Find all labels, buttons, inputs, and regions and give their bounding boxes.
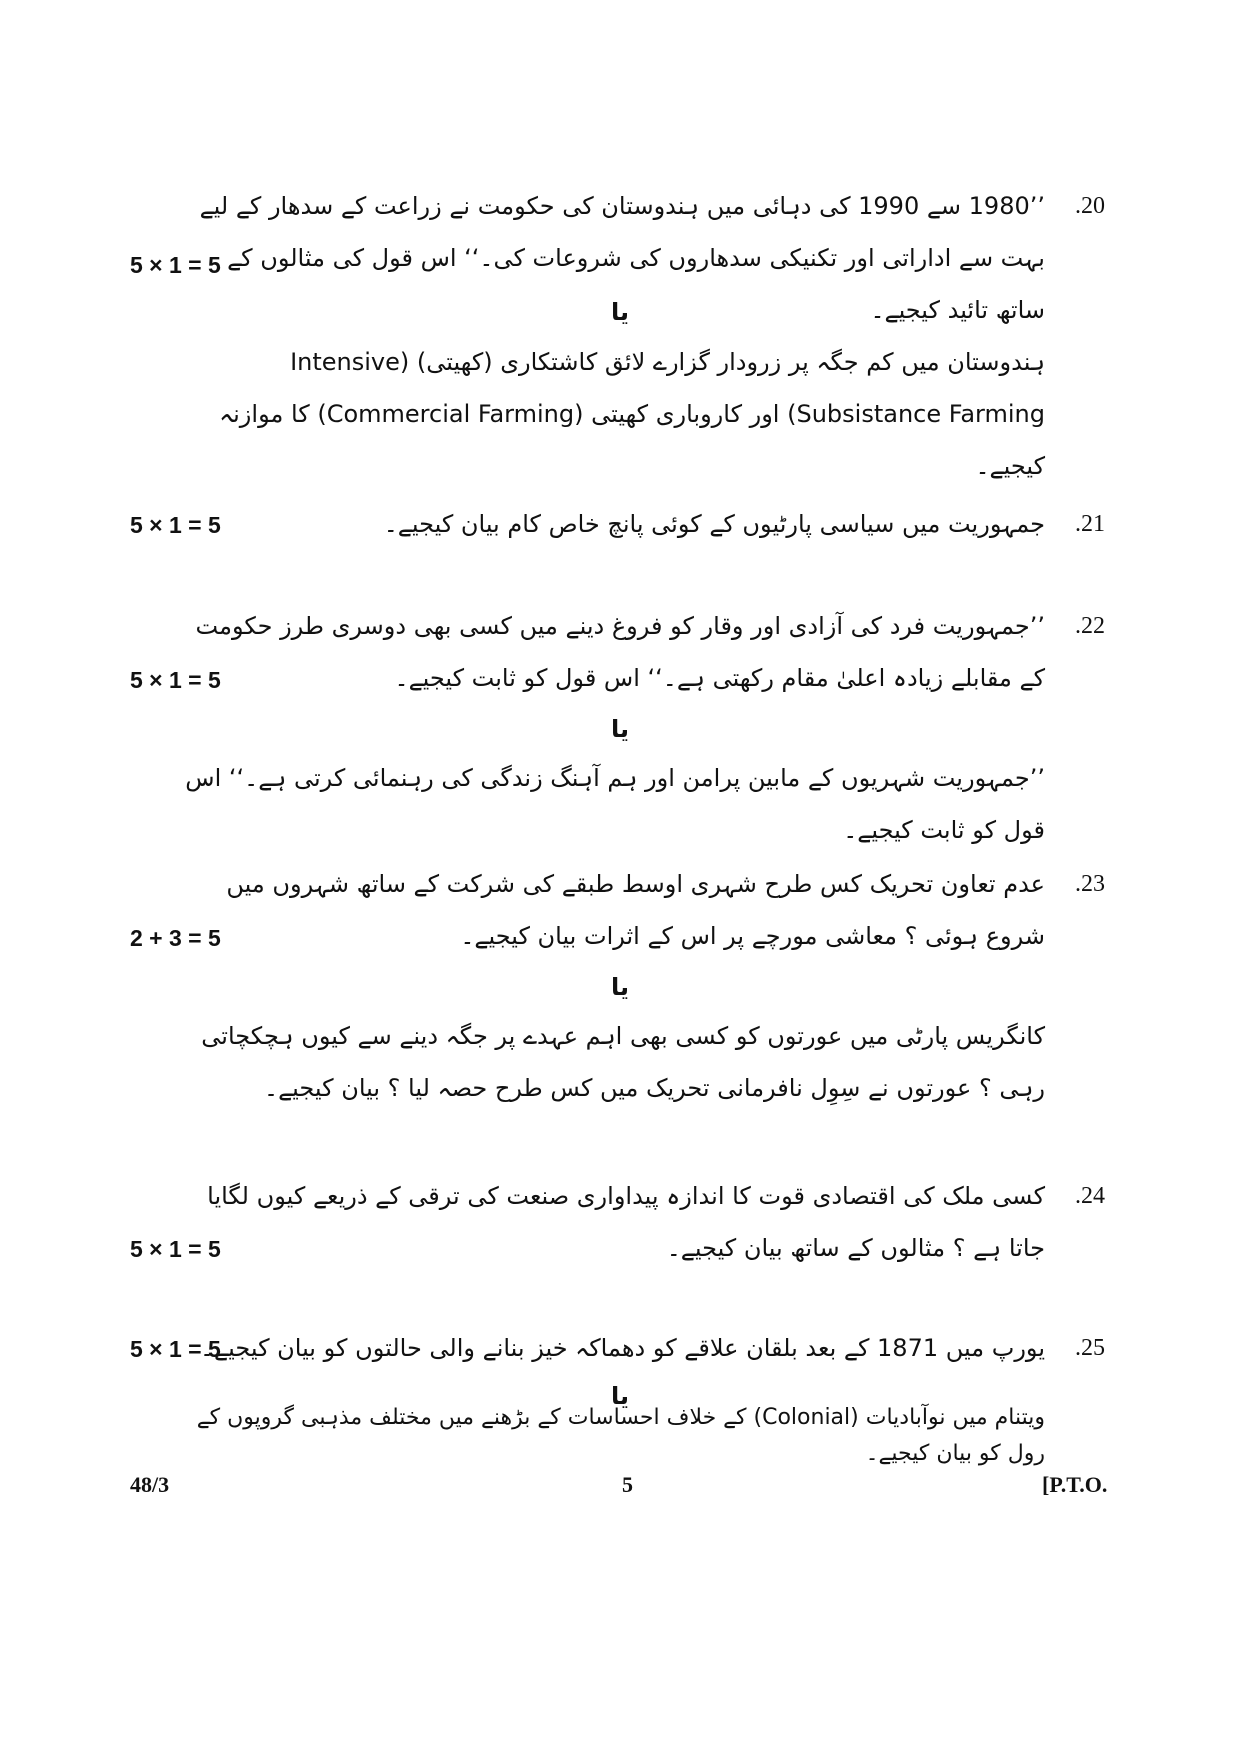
question-21 xyxy=(185,498,1105,550)
please-turn-over: [P.T.O. xyxy=(1042,1472,1108,1497)
question-text: ’’1980 سے 1990 کی دہائی میں ہندوستان کی حکومت نے زراعت کے سدھار کے لیے بہت سے اداراتی اور تکنیکی سدھاروں کی شروعات کی۔‘‘ اس قول کی مثالوں کے ساتھ تائید کیجیے۔ xyxy=(199,192,1045,324)
question-text: عدم تعاون تحریک کس طرح شہری اوسط طبقے کی شرکت کے ساتھ شہروں میں شروع ہوئی ؟ معاشی مورچے پر اس کے اثرات بیان کیجیے۔ xyxy=(226,870,1045,950)
question-22 xyxy=(185,600,1105,704)
question-number: 22. xyxy=(1075,613,1105,639)
marks-q20: 5 × 1 = 5 xyxy=(130,252,221,278)
paper-code: 48/3 xyxy=(130,1472,170,1497)
question-text: یورپ میں 1871 کے بعد بلقان علاقے کو دھماکہ خیز بنانے والی حالتوں کو بیان کیجیے۔ xyxy=(199,1334,1045,1362)
marks-q23: 2 + 3 = 5 xyxy=(130,925,221,951)
question-text: جمہوریت میں سیاسی پارٹیوں کے کوئی پانچ خاص کام بیان کیجیے۔ xyxy=(383,510,1045,538)
question-number: 20. xyxy=(1075,193,1105,219)
question-text: ’’جمہوریت فرد کی آزادی اور وقار کو فروغ دینے میں کسی بھی دوسری طرز حکومت کے مقابلے زیادہ اعلیٰ مقام رکھتی ہے۔‘‘ اس قول کو ثابت کیجیے۔ xyxy=(195,612,1045,692)
or-label-q23: یا xyxy=(610,973,630,1001)
question-number: 23. xyxy=(1075,871,1105,897)
or-label-q20: یا xyxy=(610,298,630,326)
marks-q22: 5 × 1 = 5 xyxy=(130,667,221,693)
question-number: 24. xyxy=(1075,1183,1105,1209)
alt-question-q20: ہندوستان میں کم جگہ پر زرودار گزارے لائق کاشتکاری (کھیتی) (Intensive Subsistance Farming) اور کاروباری کھیتی (Commercial Farming) کا موازنہ کیجیے۔ xyxy=(219,348,1045,480)
or-label-q25: یا xyxy=(610,1382,630,1410)
question-text: کسی ملک کی اقتصادی قوت کا اندازہ پیداواری صنعت کی ترقی کے ذریعے کیوں لگایا جاتا ہے ؟ مثالوں کے ساتھ بیان کیجیے۔ xyxy=(207,1182,1045,1262)
marks-q25: 5 × 1 = 5 xyxy=(130,1336,221,1362)
alt-question-q23: کانگریس پارٹی میں عورتوں کو کسی بھی اہم عہدے پر جگہ دینے سے کیوں ہچکچاتی رہی ؟ عورتوں نے سِوِل نافرمانی تحریک میں کس طرح حصہ لیا ؟ بیان کیجیے۔ xyxy=(201,1022,1045,1102)
marks-q21: 5 × 1 = 5 xyxy=(130,512,221,538)
alt-question-q25-text: ویتنام میں نوآبادیات (Colonial) کے خلاف احساسات کے بڑھنے میں مختلف مذہبی گروپوں کے رول کو بیان کیجیے۔ xyxy=(196,1405,1045,1466)
alt-question-q22: ’’جمہوریت شہریوں کے مابین پرامن اور ہم آہنگ زندگی کی رہنمائی کرتی ہے۔‘‘ اس قول کو ثابت کیجیے۔ xyxy=(185,764,1045,844)
question-23 xyxy=(185,858,1105,962)
marks-q24: 5 × 1 = 5 xyxy=(130,1236,221,1262)
or-label-q22: یا xyxy=(610,715,630,743)
question-25 xyxy=(185,1322,1105,1374)
question-number: 25. xyxy=(1075,1335,1105,1361)
page-number: 5 xyxy=(622,1472,633,1497)
question-24 xyxy=(185,1170,1105,1274)
question-number: 21. xyxy=(1075,511,1105,537)
